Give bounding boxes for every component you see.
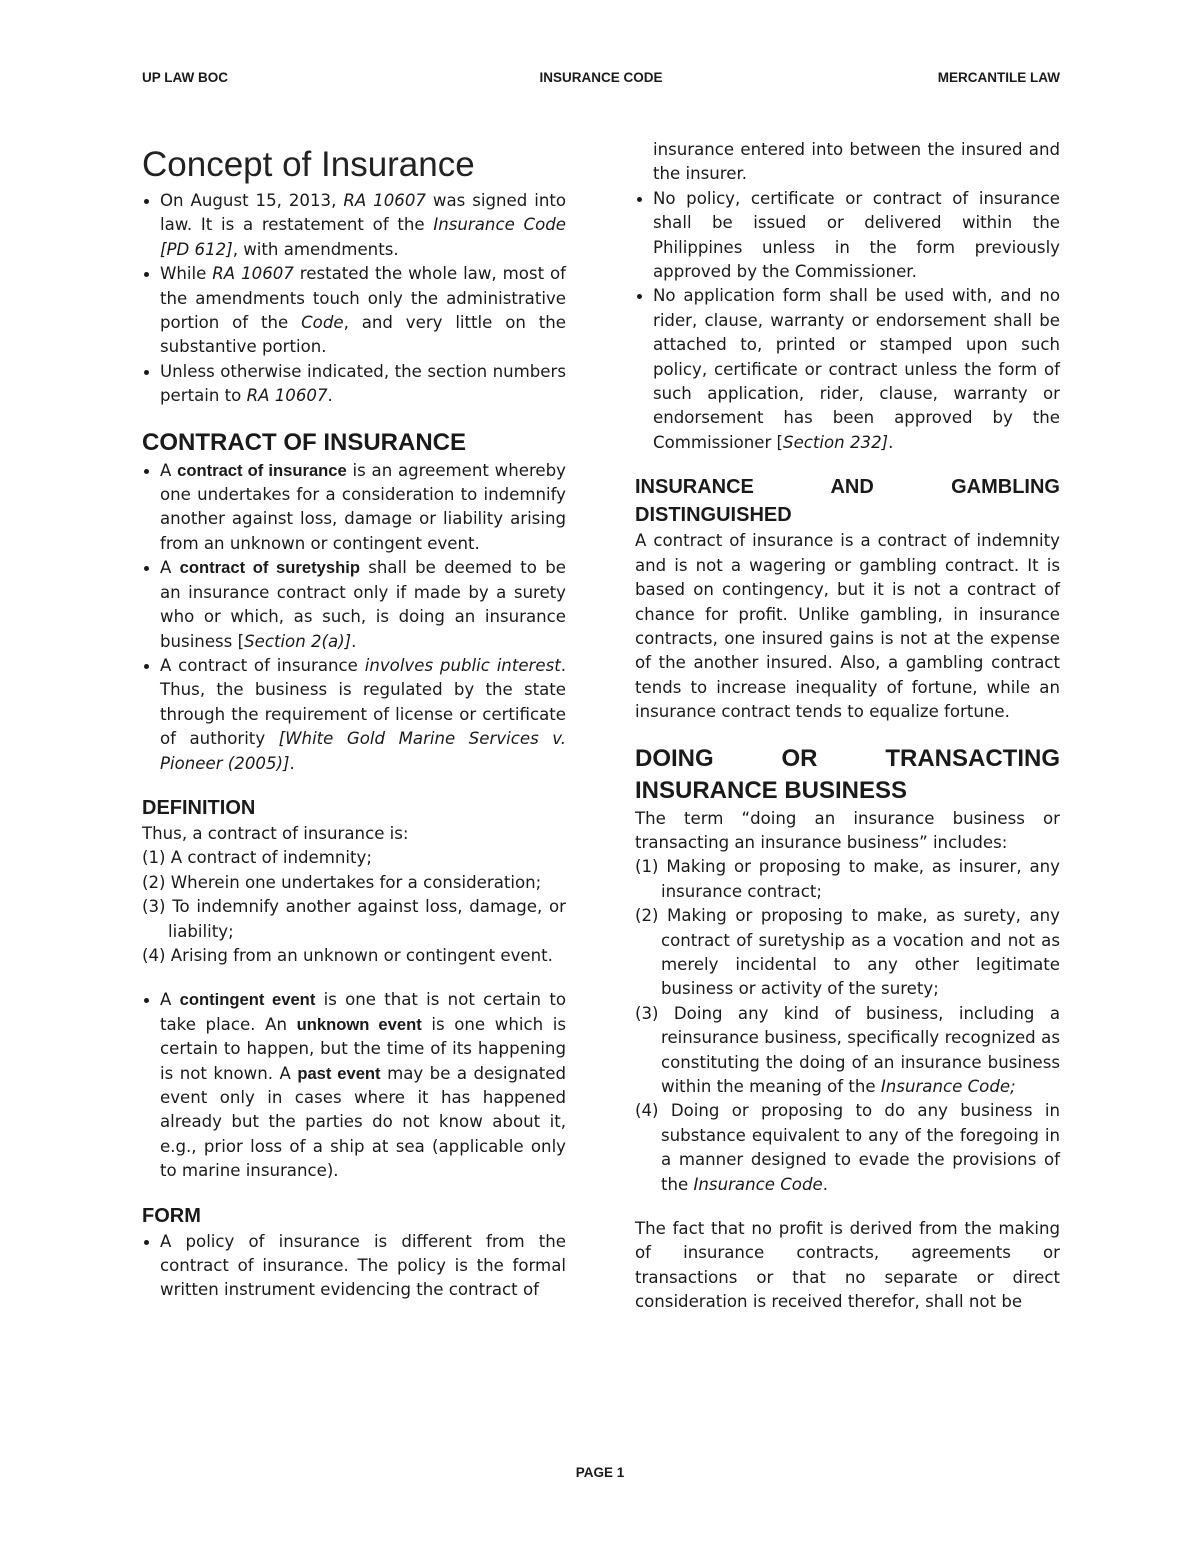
contract-list bbox=[142, 459, 566, 776]
list-item: Unless otherwise indicated, the section numbers pertain to RA 10607. bbox=[142, 360, 566, 409]
list-item: (3) Doing any kind of business, including a reinsurance business, specifically recognized as constituting the doing of an insurance business within the meaning of the Insurance Code; bbox=[635, 1003, 1060, 1096]
concept-list bbox=[142, 189, 566, 409]
subsection-heading: INSURANCE AND GAMBLING DISTINGUISHED bbox=[635, 476, 1060, 527]
list-item: While RA 10607 restated the whole law, most of the amendments touch only the administrative portion of the Code, and very little on the substantive portion. bbox=[142, 262, 566, 360]
list-item: A contingent event is one that is not certain to take place. An unknown event is one which is certain to happen, but the time of its happening is not known. A past event may be a designated event only in cases where it has happened already but the parties do not know about it, e.g., prior loss of a ship at sea (applicable only to marine insurance). bbox=[142, 988, 566, 1183]
page-title: Concept of Insurance bbox=[142, 145, 475, 184]
list-item: (3) To indemnify another against loss, damage, or liability; bbox=[142, 897, 566, 941]
list-item: (2) Making or proposing to make, as surety, any contract of suretyship as a vocation and not as merely incidental to any other legitimate business or activity of the surety; bbox=[635, 906, 1060, 999]
section-heading: CONTRACT OF INSURANCE bbox=[142, 428, 466, 456]
list-item: (2) Wherein one undertakes for a consideration; bbox=[142, 872, 542, 892]
continuation-text: insurance entered into between the insured and the insurer. bbox=[653, 140, 1060, 184]
list-item: A policy of insurance is different from the contract of insurance. The policy is the formal written instrument evidencing the contract of bbox=[142, 1230, 566, 1303]
list-item: No policy, certificate or contract of insurance shall be issued or delivered within the Philippines unless in the form previously approved by the Commissioner. bbox=[635, 187, 1060, 285]
definition-list bbox=[142, 846, 566, 968]
subsection-heading: DEFINITION bbox=[142, 796, 256, 819]
page-header bbox=[142, 70, 1060, 90]
closing-paragraph: The fact that no profit is derived from the making of insurance contracts, agreements or transactions or that no separate or direct consideration is received therefor, shall not be bbox=[635, 1219, 1060, 1312]
header-center: INSURANCE CODE bbox=[539, 70, 663, 85]
header-right: MERCANTILE LAW bbox=[937, 70, 1060, 85]
events-list bbox=[142, 988, 566, 1183]
doing-intro: The term “doing an insurance business or transacting an insurance business” includes: bbox=[635, 808, 1060, 852]
list-item: (4) Doing or proposing to do any business in substance equivalent to any of the foregoing in a manner designed to evade the provisions of the Insurance Code. bbox=[635, 1101, 1060, 1194]
list-item: A contract of insurance involves public interest. Thus, the business is regulated by the state through the requirement of license or certificate of authority [White Gold Marine Services v. Pioneer (2005)]. bbox=[142, 654, 566, 776]
header-left: UP LAW BOC bbox=[142, 70, 229, 85]
form-list bbox=[142, 1230, 566, 1303]
definition-intro: Thus, a contract of insurance is: bbox=[142, 823, 409, 843]
list-item: A contract of suretyship shall be deemed to be an insurance contract only if made by a surety who or which, as such, is doing an insurance business [Section 2(a)]. bbox=[142, 556, 566, 654]
section-heading: DOING OR TRANSACTING INSURANCE BUSINESS bbox=[635, 744, 1060, 804]
list-item: (4) Arising from an unknown or contingent event. bbox=[142, 945, 553, 965]
doing-list bbox=[635, 855, 1060, 1197]
gambling-paragraph: A contract of insurance is a contract of indemnity and is not a wagering or gambling contract. It is based on contingency, but it is not a contract of chance for profit. Unlike gambling, in insurance contracts, one insured gains is not at the expense of the another insured. Also, a gambling contract tends to increase inequality of fortune, while an insurance contract tends to equalize fortune. bbox=[635, 531, 1060, 722]
list-item: (1) Making or proposing to make, as insurer, any insurance contract; bbox=[635, 857, 1060, 901]
list-item: On August 15, 2013, RA 10607 was signed into law. It is a restatement of the Insurance Code [PD 612], with amendments. bbox=[142, 189, 566, 262]
right-column bbox=[635, 138, 1060, 1315]
left-column bbox=[142, 138, 566, 1303]
policy-list bbox=[635, 187, 1060, 455]
subsection-heading: FORM bbox=[142, 1204, 201, 1227]
page-number: PAGE 1 bbox=[575, 1465, 625, 1480]
list-item: (1) A contract of indemnity; bbox=[142, 848, 372, 868]
list-item: A contract of insurance is an agreement whereby one undertakes for a consideration to indemnify another against loss, damage or liability arising from an unknown or contingent event. bbox=[142, 459, 566, 557]
list-item: No application form shall be used with, and no rider, clause, warranty or endorsement shall be attached to, printed or stamped upon such policy, certificate or contract unless the form of such application, rider, clause, warranty or endorsement has been approved by the Commissioner [Section 232]. bbox=[635, 284, 1060, 455]
